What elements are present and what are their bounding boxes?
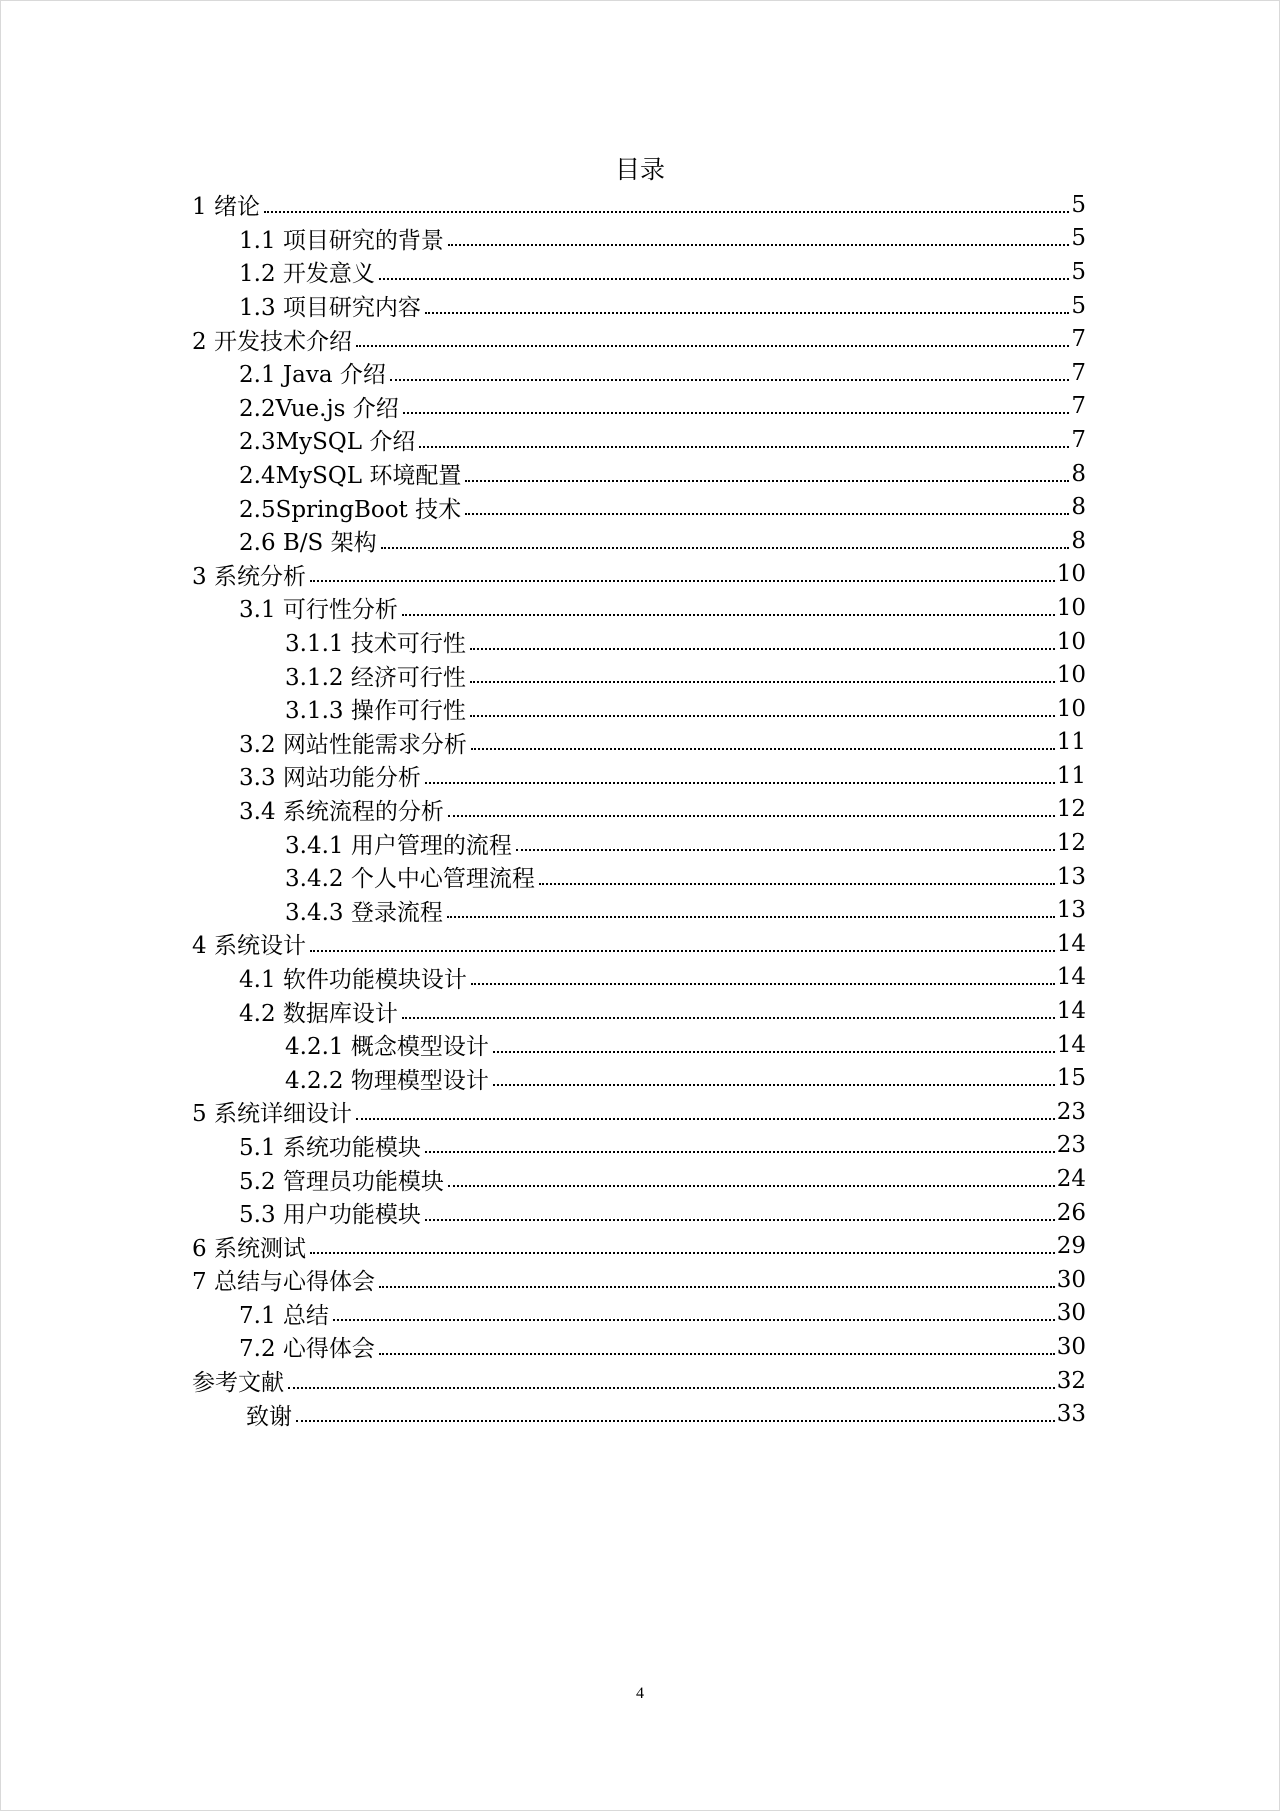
toc-entry-title: 3.1.1 技术可行性 xyxy=(285,631,466,658)
toc-entry[interactable] xyxy=(192,893,1086,927)
toc-entry[interactable] xyxy=(192,222,1086,256)
toc-dot-leader xyxy=(333,1319,1055,1321)
toc-dot-leader xyxy=(471,748,1055,750)
toc-entry-title: 4.2 数据库设计 xyxy=(239,1000,398,1027)
toc-entry[interactable] xyxy=(192,726,1086,760)
toc-entry-title: 3.4 系统流程的分析 xyxy=(239,798,444,825)
toc-entry-page: 7 xyxy=(1071,326,1086,353)
toc-dot-leader xyxy=(379,1353,1055,1355)
toc-entry[interactable] xyxy=(192,558,1086,592)
toc-entry[interactable] xyxy=(192,1330,1086,1364)
toc-entry-title: 1.1 项目研究的背景 xyxy=(239,227,444,254)
toc-entry[interactable] xyxy=(192,255,1086,289)
toc-dot-leader xyxy=(425,1151,1055,1153)
toc-dot-leader xyxy=(310,580,1055,582)
toc-entry-title: 参考文献 xyxy=(192,1370,284,1397)
toc-entry-title: 3.1.2 经济可行性 xyxy=(285,664,466,691)
toc-entry[interactable] xyxy=(192,793,1086,827)
toc-entry-title: 3.1.3 操作可行性 xyxy=(285,698,466,725)
toc-entry-page: 26 xyxy=(1056,1199,1086,1226)
toc-entry-page: 5 xyxy=(1071,292,1086,319)
toc-entry-title: 3.3 网站功能分析 xyxy=(239,765,421,792)
toc-entry[interactable] xyxy=(192,591,1086,625)
toc-entry-page: 10 xyxy=(1056,594,1086,621)
toc-entry-page: 30 xyxy=(1056,1333,1086,1360)
toc-entry-title: 3.4.2 个人中心管理流程 xyxy=(285,866,535,893)
toc-dot-leader xyxy=(493,1084,1055,1086)
toc-entry[interactable] xyxy=(192,1162,1086,1196)
toc-entry-page: 33 xyxy=(1056,1401,1086,1428)
toc-entry-title: 2.5SpringBoot 技术 xyxy=(239,496,462,523)
toc-entry-page: 10 xyxy=(1056,695,1086,722)
toc-dot-leader xyxy=(310,1252,1055,1254)
toc-entry-page: 13 xyxy=(1056,897,1086,924)
toc-entry[interactable] xyxy=(192,625,1086,659)
toc-entry[interactable] xyxy=(192,457,1086,491)
toc-entry-title: 7.1 总结 xyxy=(239,1302,329,1329)
toc-entry[interactable] xyxy=(192,860,1086,894)
toc-entry-page: 5 xyxy=(1071,225,1086,252)
toc-entry-page: 7 xyxy=(1071,359,1086,386)
toc-entry-page: 24 xyxy=(1056,1166,1086,1193)
toc-entry-title: 4.2.2 物理模型设计 xyxy=(285,1067,489,1094)
toc-entry-title: 1.2 开发意义 xyxy=(239,261,375,288)
toc-entry-title: 3.4.3 登录流程 xyxy=(285,899,443,926)
toc-entry-title: 2 开发技术介绍 xyxy=(192,328,352,355)
toc-entry-page: 13 xyxy=(1056,863,1086,890)
toc-entry[interactable] xyxy=(192,322,1086,356)
toc-entry[interactable] xyxy=(192,1364,1086,1398)
toc-dot-leader xyxy=(403,412,1070,414)
toc-dot-leader xyxy=(390,379,1070,381)
toc-dot-leader xyxy=(539,883,1055,885)
toc-entry[interactable] xyxy=(192,927,1086,961)
toc-entry-page: 10 xyxy=(1056,662,1086,689)
toc-entry-page: 8 xyxy=(1071,527,1086,554)
toc-entry[interactable] xyxy=(192,759,1086,793)
toc-entry-title: 2.1 Java 介绍 xyxy=(239,362,386,389)
toc-entry-title: 5 系统详细设计 xyxy=(192,1101,352,1128)
toc-entry[interactable] xyxy=(192,524,1086,558)
toc-entry[interactable] xyxy=(192,658,1086,692)
toc-dot-leader xyxy=(379,1286,1055,1288)
toc-dot-leader xyxy=(493,1051,1055,1053)
toc-entry-page: 11 xyxy=(1056,762,1086,789)
toc-dot-leader xyxy=(296,1420,1055,1422)
toc-dot-leader xyxy=(288,1387,1055,1389)
toc-entry-title: 2.6 B/S 架构 xyxy=(239,530,377,557)
toc-entry[interactable] xyxy=(192,356,1086,390)
toc-dot-leader xyxy=(465,480,1069,482)
toc-entry-page: 14 xyxy=(1056,998,1086,1025)
toc-entry[interactable] xyxy=(192,1397,1086,1431)
toc-dot-leader xyxy=(356,345,1069,347)
toc-entry-page: 12 xyxy=(1056,796,1086,823)
toc-dot-leader xyxy=(470,648,1055,650)
toc-entry-page: 23 xyxy=(1056,1098,1086,1125)
toc-entry-title: 4.2.1 概念模型设计 xyxy=(285,1034,489,1061)
toc-entry[interactable] xyxy=(192,1196,1086,1230)
toc-entry-title: 5.1 系统功能模块 xyxy=(239,1134,421,1161)
toc-dot-leader xyxy=(356,1118,1055,1120)
toc-entry-title: 4.1 软件功能模块设计 xyxy=(239,966,467,993)
toc-dot-leader xyxy=(264,211,1069,213)
toc-entry-title: 致谢 xyxy=(246,1403,292,1430)
toc-dot-leader xyxy=(448,1185,1055,1187)
toc-dot-leader xyxy=(465,513,1069,515)
toc-entry-page: 23 xyxy=(1056,1132,1086,1159)
toc-dot-leader xyxy=(402,614,1055,616)
toc-entry[interactable] xyxy=(192,289,1086,323)
toc-entry[interactable] xyxy=(192,994,1086,1028)
toc-entry[interactable] xyxy=(192,1229,1086,1263)
toc-entry-page: 29 xyxy=(1056,1233,1086,1260)
toc-entry[interactable] xyxy=(192,390,1086,424)
toc-entry[interactable] xyxy=(192,188,1086,222)
toc-entry-title: 3.2 网站性能需求分析 xyxy=(239,731,467,758)
toc-dot-leader xyxy=(470,681,1055,683)
toc-dot-leader xyxy=(381,547,1070,549)
toc-entry-page: 7 xyxy=(1071,426,1086,453)
toc-entry-title: 3.1 可行性分析 xyxy=(239,597,398,624)
toc-dot-leader xyxy=(471,983,1055,985)
toc-entry-page: 12 xyxy=(1056,830,1086,857)
toc-entry[interactable] xyxy=(192,961,1086,995)
toc-entry-title: 2.4MySQL 环境配置 xyxy=(239,463,462,490)
toc-entry[interactable] xyxy=(192,1129,1086,1163)
toc-entry-page: 32 xyxy=(1056,1367,1086,1394)
toc-entry-page: 30 xyxy=(1056,1266,1086,1293)
toc-entry-page: 10 xyxy=(1056,628,1086,655)
toc-entry-title: 2.2Vue.js 介绍 xyxy=(239,395,399,422)
page-number: 4 xyxy=(636,1685,644,1702)
toc-dot-leader xyxy=(419,446,1069,448)
toc-entry-page: 14 xyxy=(1056,1031,1086,1058)
toc-dot-leader xyxy=(425,782,1055,784)
toc-dot-leader xyxy=(310,950,1055,952)
toc-dot-leader xyxy=(448,244,1069,246)
toc-entry-title: 3.4.1 用户管理的流程 xyxy=(285,832,512,859)
toc-entry-page: 7 xyxy=(1071,393,1086,420)
toc-dot-leader xyxy=(448,815,1055,817)
toc-entry[interactable] xyxy=(192,1297,1086,1331)
toc-entry-title: 7.2 心得体会 xyxy=(239,1336,375,1363)
toc-entry[interactable] xyxy=(192,423,1086,457)
toc-entry-title: 2.3MySQL 介绍 xyxy=(239,429,416,456)
toc-entry-page: 8 xyxy=(1071,460,1086,487)
toc-entry-page: 11 xyxy=(1056,729,1086,756)
toc-entry[interactable] xyxy=(192,490,1086,524)
toc-entry[interactable] xyxy=(192,1263,1086,1297)
toc-entry-page: 30 xyxy=(1056,1300,1086,1327)
toc-entry-title: 3 系统分析 xyxy=(192,563,306,590)
toc-dot-leader xyxy=(425,1219,1055,1221)
toc-entry-title: 1.3 项目研究内容 xyxy=(239,295,421,322)
toc-dot-leader xyxy=(447,916,1055,918)
toc-entry-title: 1 绪论 xyxy=(192,194,260,221)
toc-entry-page: 5 xyxy=(1071,258,1086,285)
toc-entry-page: 14 xyxy=(1056,930,1086,957)
toc-entry[interactable] xyxy=(192,826,1086,860)
toc-entry[interactable] xyxy=(192,1061,1086,1095)
toc-dot-leader xyxy=(470,715,1055,717)
toc-entry-page: 10 xyxy=(1056,561,1086,588)
toc-entry-page: 15 xyxy=(1056,1065,1086,1092)
toc-entry-page: 8 xyxy=(1071,494,1086,521)
toc-entry-title: 7 总结与心得体会 xyxy=(192,1269,375,1296)
toc-title: 目录 xyxy=(614,155,665,184)
toc-entry-title: 4 系统设计 xyxy=(192,933,306,960)
toc-entry[interactable] xyxy=(192,692,1086,726)
toc-entry[interactable] xyxy=(192,1095,1086,1129)
toc-entry-title: 5.3 用户功能模块 xyxy=(239,1202,421,1229)
toc-entry-page: 14 xyxy=(1056,964,1086,991)
toc-dot-leader xyxy=(425,312,1069,314)
toc-dot-leader xyxy=(402,1017,1055,1019)
table-of-contents xyxy=(192,188,1086,1431)
toc-entry-title: 5.2 管理员功能模块 xyxy=(239,1168,444,1195)
toc-dot-leader xyxy=(516,849,1055,851)
toc-entry-title: 6 系统测试 xyxy=(192,1235,306,1262)
toc-entry[interactable] xyxy=(192,1028,1086,1062)
toc-entry-page: 5 xyxy=(1071,191,1086,218)
toc-dot-leader xyxy=(379,278,1069,280)
